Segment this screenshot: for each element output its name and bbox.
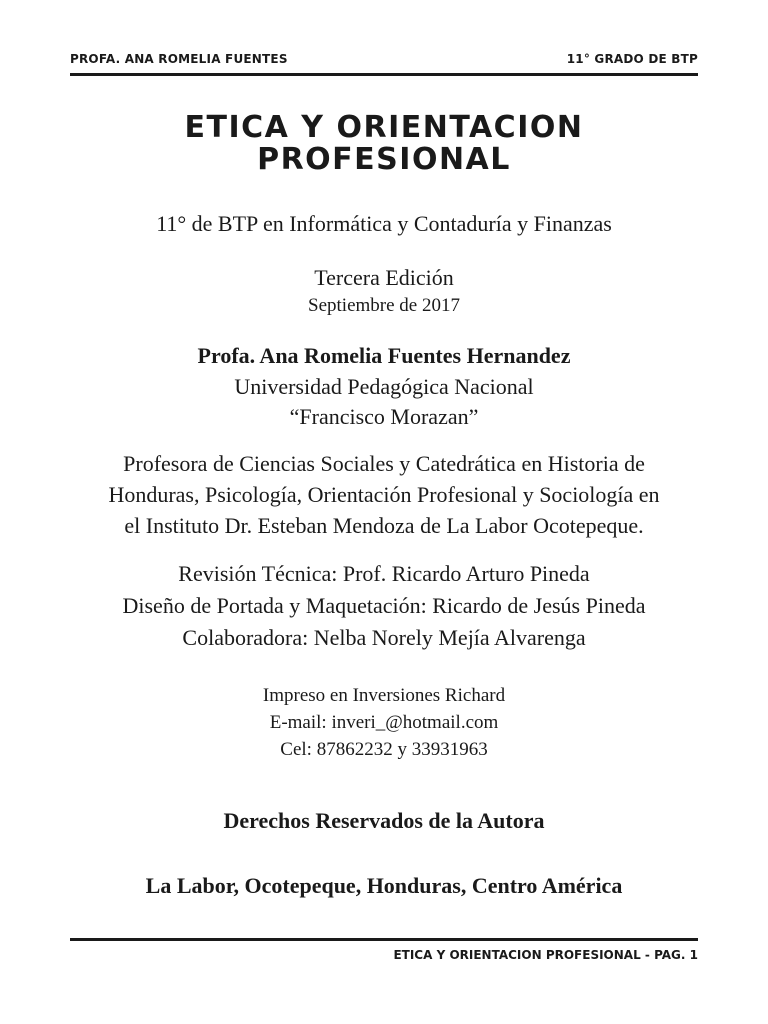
university-subname: “Francisco Morazan” [289,404,479,429]
edition-name: Tercera Edición [314,265,454,290]
bio-line-1: Profesora de Ciencias Sociales y Catedrática en Historia de [123,451,645,476]
credit-design: Diseño de Portada y Maquetación: Ricardo de Jesús Pineda [122,593,646,618]
footer-rule [70,938,698,941]
book-title [0,112,768,176]
page-footer: ETICA Y ORIENTACION PROFESIONAL - PAG. 1 [393,948,698,962]
rights-notice: Derechos Reservados de la Autora [223,808,545,833]
header-rule [70,73,698,76]
credit-review: Revisión Técnica: Prof. Ricardo Arturo Pineda [178,561,590,586]
location: La Labor, Ocotepeque, Honduras, Centro América [145,873,623,898]
printer-email: E-mail: inveri_@hotmail.com [269,712,499,733]
subtitle: 11° de BTP en Informática y Contaduría y Finanzas [156,211,612,236]
credit-collaborator: Colaboradora: Nelba Norely Mejía Alvarenga [182,625,586,650]
book-title-line2: PROFESIONAL [257,142,511,177]
book-title-line1: ETICA Y ORIENTACION [184,110,584,145]
printer-name: Impreso en Inversiones Richard [262,685,506,706]
header-grade: 11° GRADO DE BTP [566,52,698,66]
bio-line-3: el Instituto Dr. Esteban Mendoza de La Labor Ocotepeque. [124,513,644,538]
edition-date: Septiembre de 2017 [308,295,460,316]
bio-line-2: Honduras, Psicología, Orientación Profesional y Sociología en [108,482,660,507]
printer-phone: Cel: 87862232 y 33931963 [280,739,488,760]
header-author: PROFA. ANA ROMELIA FUENTES [70,52,288,66]
university-name: Universidad Pedagógica Nacional [234,374,534,399]
page-header [70,52,698,66]
author-name: Profa. Ana Romelia Fuentes Hernandez [197,343,571,368]
